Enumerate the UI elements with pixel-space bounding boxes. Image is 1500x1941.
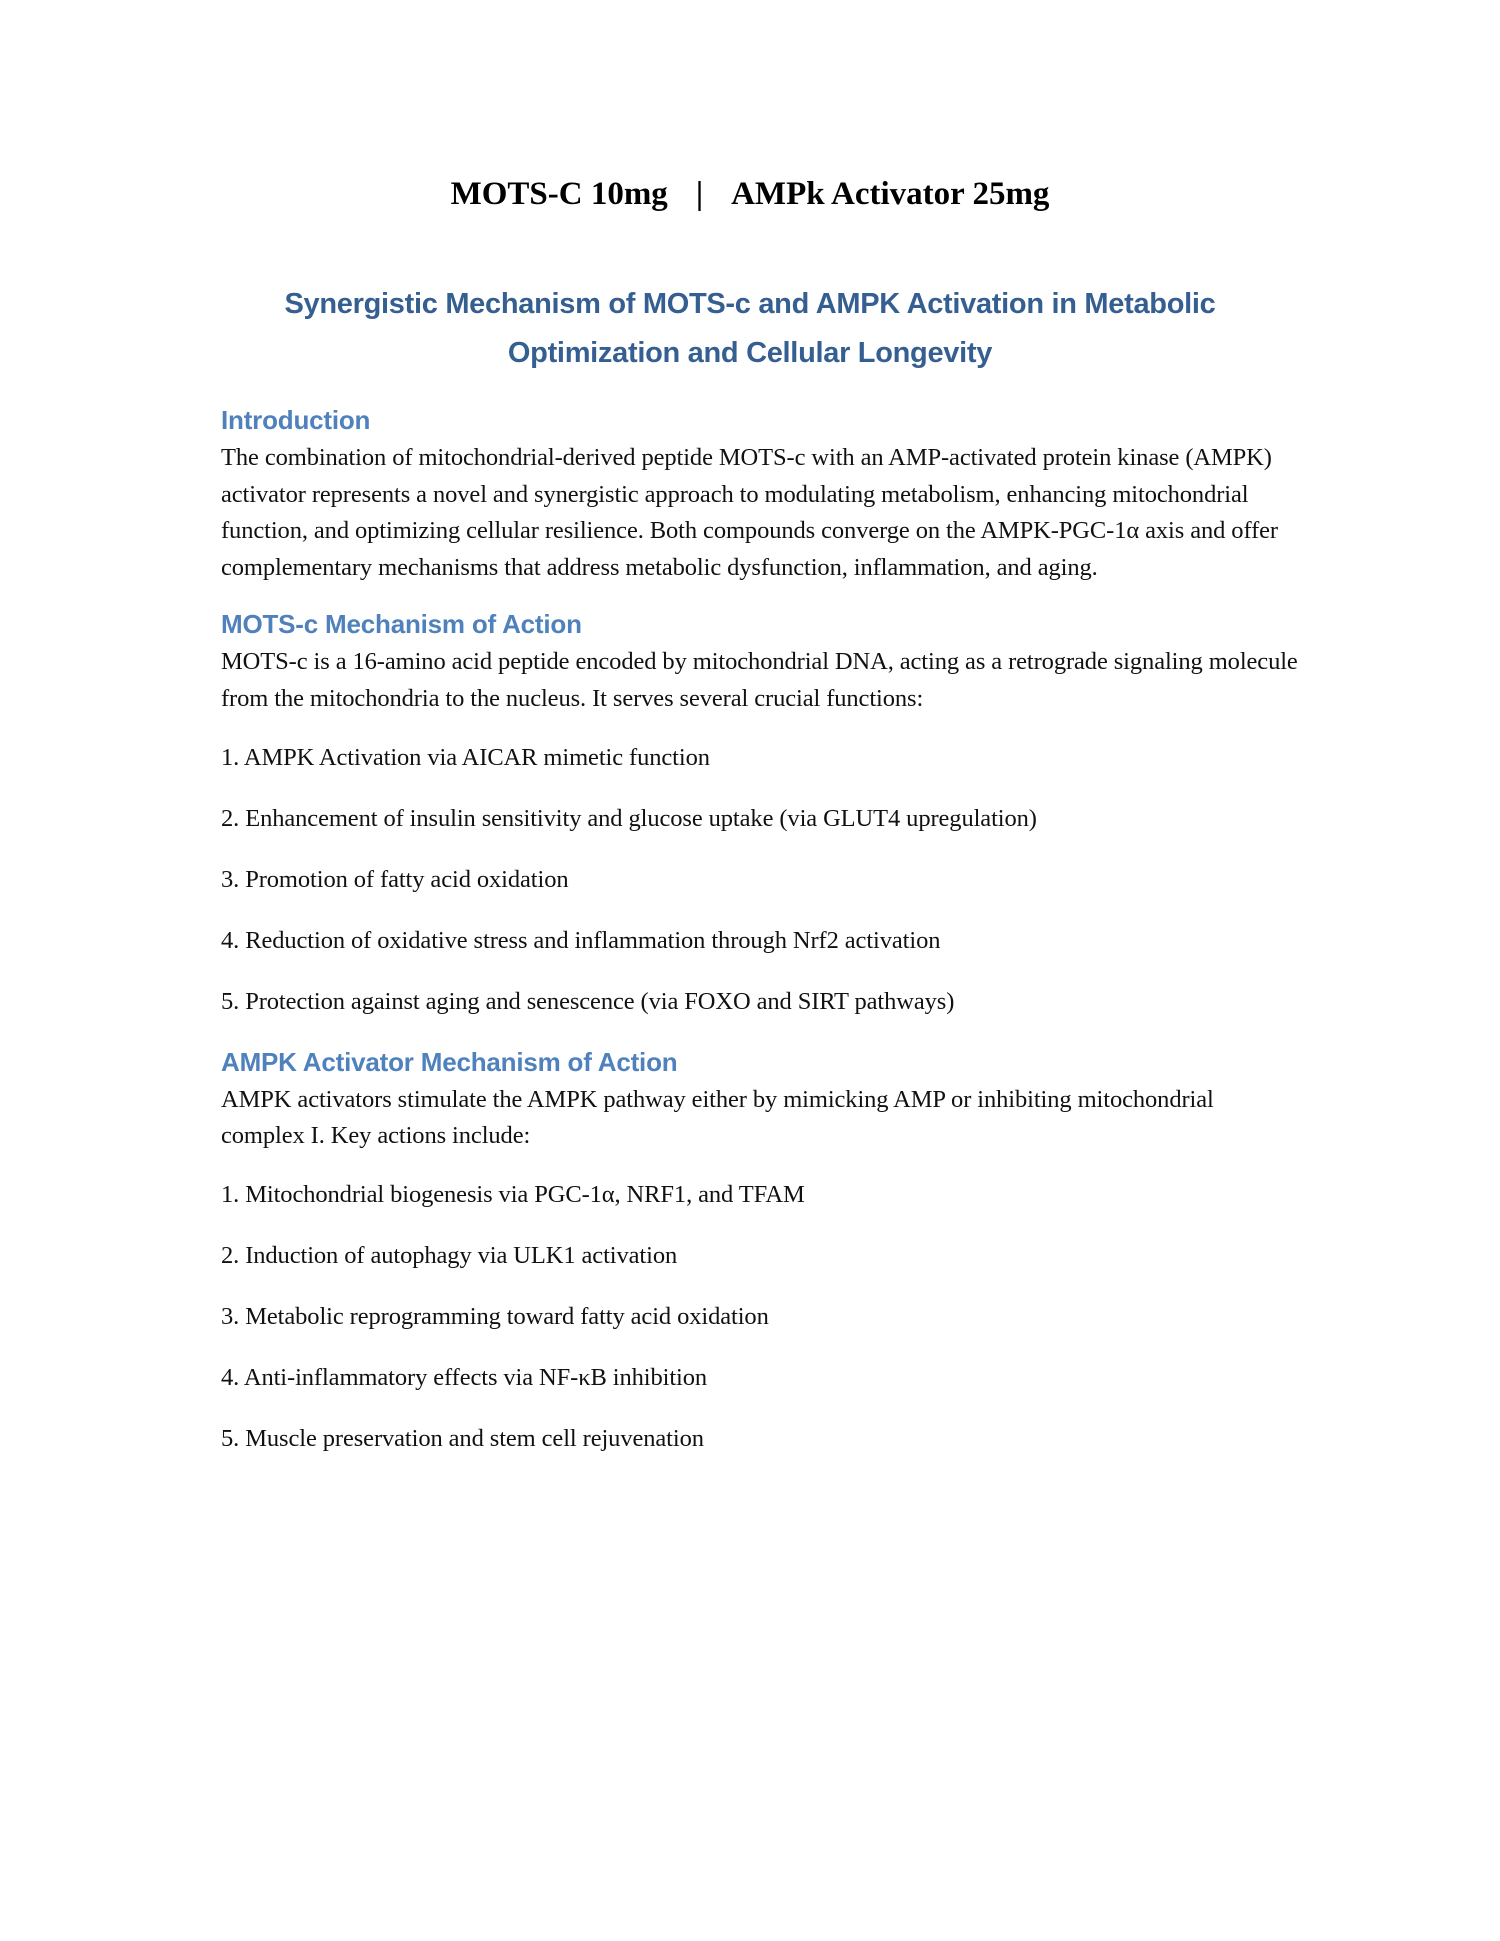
- subtitle-line-2: Optimization and Cellular Longevity: [507, 337, 993, 369]
- section-paragraph: MOTS-c is a 16-amino acid peptide encoded by mitochondrial DNA, acting as a retrograde signaling molecule from the mitochondria to the nucleus. It serves several crucial functions:: [221, 648, 1298, 712]
- subtitle-line-1: Synergistic Mechanism of MOTS-c and AMPK Activation in Metabolic: [284, 288, 1216, 320]
- document-subtitle: [240, 280, 1260, 378]
- list-item: 5. Protection against aging and senescence (via FOXO and SIRT pathways): [221, 987, 955, 1015]
- list-item: 1. Mitochondrial biogenesis via PGC-1α, NRF1, and TFAM: [221, 1180, 805, 1208]
- section-heading: AMPK Activator Mechanism of Action: [221, 1046, 678, 1077]
- title-product-1: MOTS-C 10mg: [450, 176, 668, 212]
- section-heading: Introduction: [221, 405, 371, 435]
- section-introduction: [221, 402, 1301, 586]
- title-separator: |: [695, 176, 704, 212]
- section-paragraph: The combination of mitochondrial-derived peptide MOTS-c with an AMP-activated protein kinase (AMPK) activator represents a novel and synergistic approach to modulating metabolism, enhancing mitochondrial function, and optimizing cellular resilience. Both compounds converge on the AMPK-PGC-1α axis and offer complementary mechanisms that address metabolic dysfunction, inflammation, and aging.: [221, 444, 1278, 581]
- section-mots-c-mechanism: [221, 606, 1301, 1019]
- document-title: [0, 172, 1500, 216]
- title-product-2: AMPk Activator 25mg: [731, 176, 1050, 212]
- section-ampk-activator-mechanism: [221, 1044, 1301, 1457]
- list-item: 1. AMPK Activation via AICAR mimetic function: [221, 743, 710, 771]
- list-item: 2. Induction of autophagy via ULK1 activation: [221, 1241, 678, 1269]
- list-item: 5. Muscle preservation and stem cell rejuvenation: [221, 1424, 704, 1452]
- list-item: 3. Metabolic reprogramming toward fatty acid oxidation: [221, 1302, 769, 1330]
- list-item: 2. Enhancement of insulin sensitivity and glucose uptake (via GLUT4 upregulation): [221, 804, 1037, 832]
- list-item: 4. Anti-inflammatory effects via NF-κB inhibition: [221, 1363, 708, 1391]
- section-heading: MOTS-c Mechanism of Action: [221, 609, 582, 640]
- document-body: [221, 402, 1301, 1481]
- list-item: 4. Reduction of oxidative stress and inflammation through Nrf2 activation: [221, 926, 941, 954]
- mechanism-list: [221, 740, 1301, 1020]
- mechanism-list: [221, 1177, 1301, 1457]
- list-item: 3. Promotion of fatty acid oxidation: [221, 865, 569, 893]
- section-paragraph: AMPK activators stimulate the AMPK pathway either by mimicking AMP or inhibiting mitochondrial complex I. Key actions include:: [221, 1085, 1214, 1150]
